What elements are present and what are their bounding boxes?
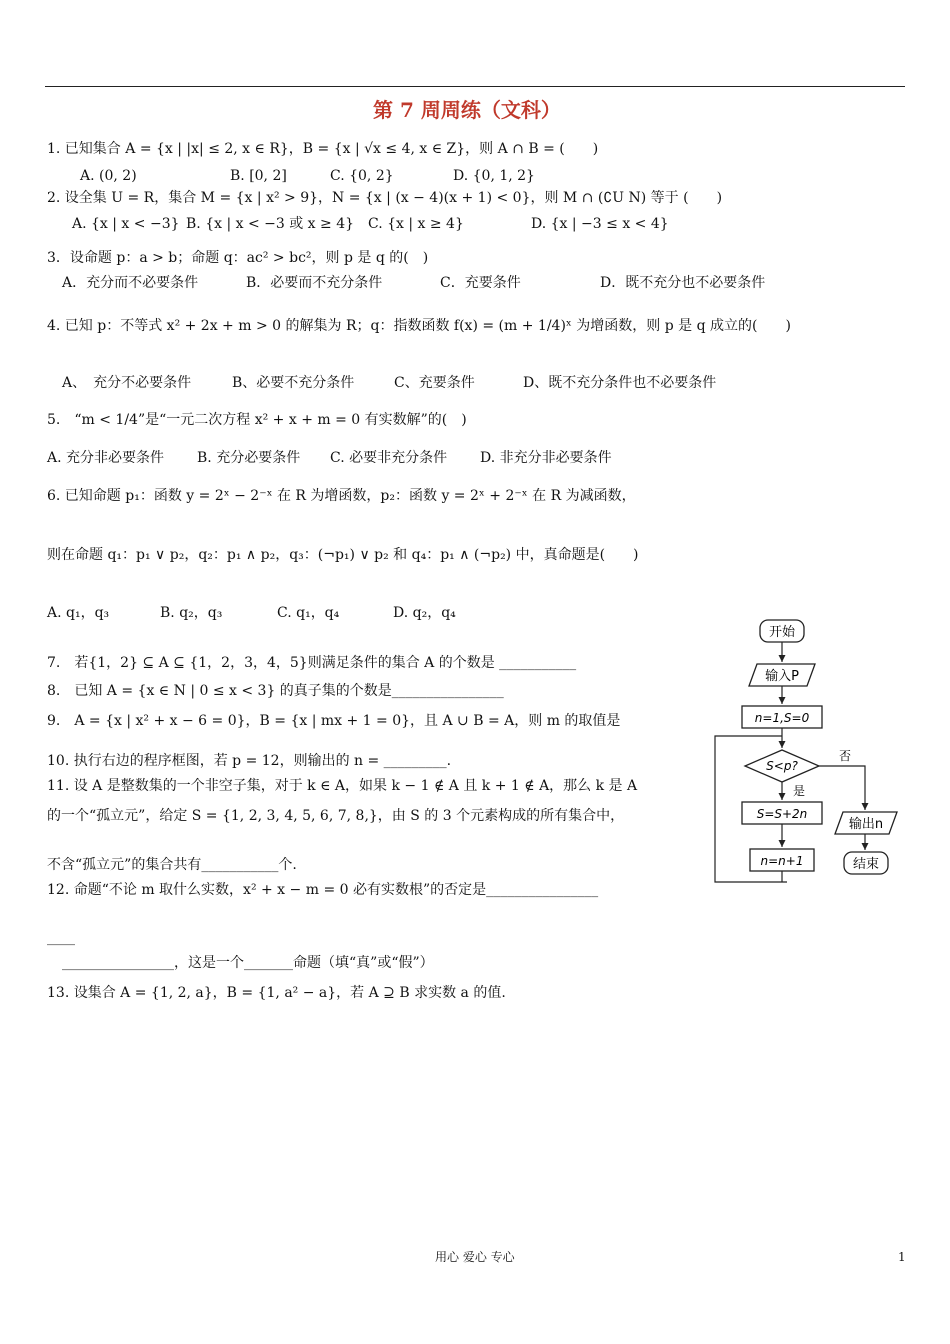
flow-init-label: n=1,S=0 <box>754 711 810 725</box>
flow-input-label: 输入P <box>765 669 799 684</box>
q2-option-b: B. {x | x < −3 或 x ≥ 4} <box>186 216 355 232</box>
q1-option-d: D. {0, 1, 2} <box>453 168 535 184</box>
question-12-line-2: ____ <box>47 930 75 946</box>
q6-option-b: B. q₂，q₃ <box>160 605 223 621</box>
page-title: 第 7 周周练（文科） <box>373 98 561 122</box>
flow-start-label: 开始 <box>768 625 796 640</box>
flow-update-n-label: n=n+1 <box>760 854 804 868</box>
q2-option-d: D. {x | −3 ≤ x < 4} <box>531 216 669 232</box>
question-11-line-1: 11. 设 A 是整数集的一个非空子集，对于 k ∈ A，如果 k − 1 ∉ A 且 k + 1 ∉ A，那么 k 是 A <box>47 778 638 794</box>
question-6: 6. 已知命题 p₁：函数 y = 2ˣ − 2⁻ˣ 在 R 为增函数，p₂：函数 y = 2ˣ + 2⁻ˣ 在 R 为减函数， <box>47 488 636 504</box>
question-10: 10. 执行右边的程序框图，若 p = 12，则输出的 n = _________. <box>47 753 452 769</box>
question-4: 4. 已知 p：不等式 x² + 2x + m > 0 的解集为 R；q：指数函数 f(x) = (m + 1/4)ˣ 为增函数，则 p 是 q 成立的( ) <box>47 318 791 334</box>
question-11-line-3: 不含“孤立元”的集合共有___________个. <box>47 857 297 873</box>
q2-option-a: A. {x | x < −3} <box>72 216 180 232</box>
q5-option-a: A. 充分非必要条件 <box>47 450 165 466</box>
q1-option-b: B. [0, 2] <box>230 168 287 184</box>
question-8: 8. 已知 A = {x ∈ N | 0 ≤ x < 3} 的真子集的个数是________________ <box>47 683 504 699</box>
flow-yes-label: 是 <box>792 784 806 798</box>
question-3: 3．设命题 p：a > b；命题 q：ac² > bc²，则 p 是 q 的( ) <box>47 250 429 266</box>
flow-end-label: 结束 <box>852 857 880 872</box>
flow-output-label: 输出n <box>848 817 884 832</box>
q5-option-b: B. 充分必要条件 <box>197 450 301 466</box>
q4-option-d: D、既不充分条件也不必要条件 <box>523 375 717 391</box>
question-2: 2. 设全集 U = R，集合 M = {x | x² > 9}，N = {x | (x − 4)(x + 1) < 0}，则 M ∩ (∁U N) 等于 ( ) <box>47 190 723 206</box>
q1-option-c: C. {0, 2} <box>330 168 394 184</box>
q4-option-c: C、充要条件 <box>394 375 475 391</box>
question-5: 5. “m < 1/4”是“一元二次方程 x² + x + m = 0 有实数解”的( ) <box>47 412 467 428</box>
question-6-line-2: 则在命题 q₁：p₁ ∨ p₂，q₂：p₁ ∧ p₂，q₃：(¬p₁) ∨ p₂ 和 q₄：p₁ ∧ (¬p₂) 中，真命题是( ) <box>47 547 639 563</box>
question-12-line-1: 12. 命题“不论 m 取什么实数，x² + x − m = 0 必有实数根”的否定是________________ <box>47 882 599 898</box>
program-flowchart <box>705 612 920 902</box>
question-12-line-3: ________________，这是一个_______命题（填“真”或“假”） <box>62 955 434 971</box>
q1-option-a: A. (0, 2) <box>80 168 137 184</box>
page-number: 1 <box>898 1250 906 1264</box>
q5-option-c: C. 必要非充分条件 <box>330 450 448 466</box>
q6-option-a: A. q₁，q₃ <box>47 605 110 621</box>
question-11-line-2: 的一个“孤立元”，给定 S = {1, 2, 3, 4, 5, 6, 7, 8,}，由 S 的 3 个元素构成的所有集合中， <box>47 808 625 824</box>
q6-option-d: D. q₂，q₄ <box>393 605 456 621</box>
q4-option-a: A、 充分不必要条件 <box>62 375 192 391</box>
flow-update-s-label: S=S+2n <box>756 807 808 821</box>
q5-option-d: D. 非充分非必要条件 <box>480 450 612 466</box>
question-9: 9. A = {x | x² + x − 6 = 0}，B = {x | mx + 1 = 0}，且 A ∪ B = A，则 m 的取值是 <box>47 713 621 729</box>
q3-option-b: B．必要而不充分条件 <box>246 275 383 291</box>
flow-condition-label: S<p? <box>766 759 798 773</box>
q3-option-d: D．既不充分也不必要条件 <box>600 275 766 291</box>
q4-option-b: B、必要不充分条件 <box>232 375 355 391</box>
q2-option-c: C. {x | x ≥ 4} <box>368 216 464 232</box>
header-rule <box>45 86 905 87</box>
flow-no-label: 否 <box>838 749 852 763</box>
q3-option-a: A．充分而不必要条件 <box>62 275 199 291</box>
q6-option-c: C. q₁，q₄ <box>277 605 340 621</box>
footer-slogan: 用心 爱心 专心 <box>435 1250 515 1264</box>
question-7: 7. 若{1，2} ⊆ A ⊆ {1，2，3，4，5}则满足条件的集合 A 的个数是 ___________ <box>47 655 577 671</box>
question-13: 13. 设集合 A = {1, 2, a}，B = {1, a² − a}，若 A ⊇ B 求实数 a 的值. <box>47 985 506 1001</box>
q3-option-c: C．充要条件 <box>440 275 521 291</box>
question-1: 1. 已知集合 A = {x | |x| ≤ 2, x ∈ R}，B = {x | √x ≤ 4, x ∈ Z}，则 A ∩ B = ( ) <box>47 141 599 157</box>
